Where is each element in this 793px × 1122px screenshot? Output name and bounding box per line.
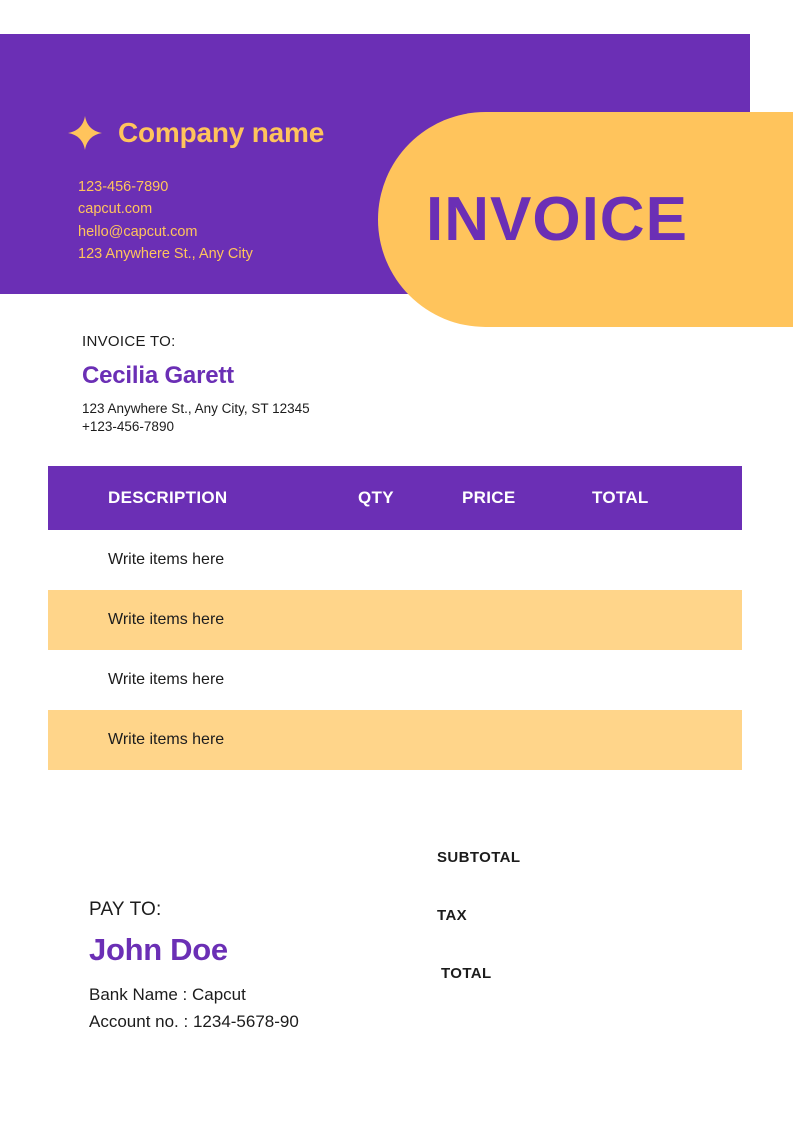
contact-address: 123 Anywhere St., Any City bbox=[78, 246, 253, 263]
contact-website: capcut.com bbox=[78, 201, 153, 218]
bank-name-line: Bank Name : Capcut bbox=[89, 985, 246, 1004]
sparkle-icon bbox=[68, 116, 102, 150]
total-line bbox=[437, 944, 737, 1002]
cell-description: Write items here bbox=[108, 551, 225, 568]
invoice-title-badge bbox=[378, 112, 793, 327]
column-header-qty: QTY bbox=[358, 488, 394, 507]
company-name: Company name bbox=[118, 117, 325, 148]
contact-phone: 123-456-7890 bbox=[78, 179, 169, 195]
totals-block bbox=[437, 828, 737, 1002]
table-row[interactable] bbox=[48, 590, 742, 650]
column-header-description: DESCRIPTION bbox=[108, 488, 228, 507]
subtotal-line bbox=[437, 828, 737, 886]
client-address: 123 Anywhere St., Any City, ST 12345 bbox=[82, 401, 310, 416]
table-row[interactable] bbox=[48, 530, 742, 590]
contact-email: hello@capcut.com bbox=[78, 223, 198, 240]
column-header-price: PRICE bbox=[462, 488, 516, 507]
pay-to-label: PAY TO: bbox=[89, 899, 162, 920]
invoice-title: INVOICE bbox=[426, 185, 688, 254]
invoice-to-block bbox=[82, 333, 310, 436]
tax-label: TAX bbox=[437, 906, 468, 924]
cell-description: Write items here bbox=[108, 671, 225, 688]
table-row[interactable] bbox=[48, 710, 742, 770]
invoice-to-label: INVOICE TO: bbox=[82, 333, 176, 350]
brand-row bbox=[68, 116, 324, 150]
table-row[interactable] bbox=[48, 650, 742, 710]
payee-name: John Doe bbox=[89, 932, 228, 967]
contact-block bbox=[78, 176, 253, 266]
column-header-total: TOTAL bbox=[592, 488, 649, 507]
client-name: Cecilia Garett bbox=[82, 362, 234, 389]
items-table bbox=[48, 466, 742, 770]
account-number-line: Account no. : 1234-5678-90 bbox=[89, 1012, 299, 1032]
client-phone: +123-456-7890 bbox=[82, 419, 174, 435]
table-header-row bbox=[48, 466, 742, 530]
total-label: TOTAL bbox=[441, 964, 492, 982]
cell-description: Write items here bbox=[108, 611, 225, 628]
cell-description: Write items here bbox=[108, 731, 225, 748]
tax-line bbox=[437, 886, 737, 944]
pay-to-block bbox=[89, 899, 299, 1035]
subtotal-label: SUBTOTAL bbox=[437, 848, 521, 866]
